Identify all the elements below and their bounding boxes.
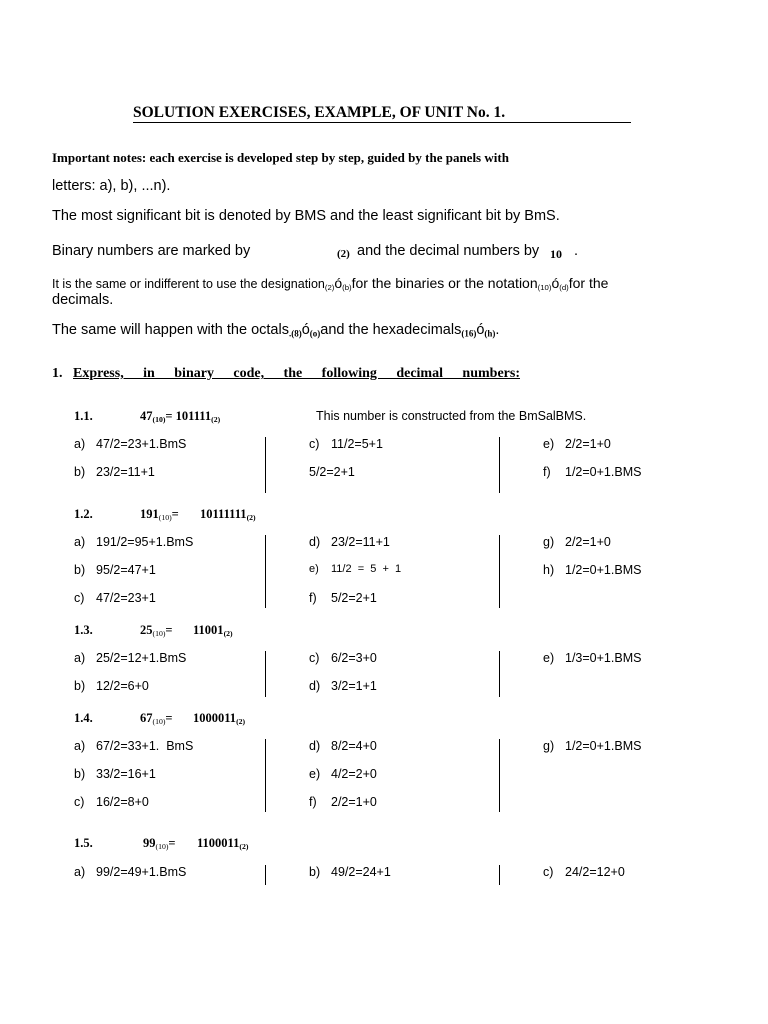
exercise-equation (140, 623, 173, 638)
step-item (309, 437, 383, 451)
binary-sub: (2) (211, 414, 221, 424)
step-text: 1/2=0+1.BMS (565, 563, 642, 577)
step-item (543, 651, 641, 665)
step-text: 47/2=23+1 (96, 591, 156, 605)
step-text: 25/2=12+1.BmS (96, 651, 187, 665)
step-item (309, 563, 401, 575)
decimal-sub: (10) (152, 628, 166, 638)
octals-end: . (495, 322, 500, 338)
exercise-number: 1.4. (74, 711, 93, 725)
step-letter: g) (543, 739, 555, 753)
section-heading: Express, in binary code, the following decimal numbers: (73, 366, 520, 381)
step-item (309, 651, 377, 665)
decimal-value: 191 (140, 507, 159, 521)
important-notes-line2: letters: a), b), ...n). (52, 178, 171, 194)
decimal-subscript: 10 (550, 247, 562, 261)
step-text: 8/2=4+0 (331, 739, 377, 753)
step-item (309, 679, 377, 693)
octals-part-a: The same will happen with the octals (52, 322, 289, 338)
step-text: 67/2=33+1. BmS (96, 739, 194, 753)
step-letter: c) (309, 651, 320, 665)
octals-sub-o: (o) (309, 328, 321, 339)
binary-result (200, 507, 256, 522)
column-divider (265, 739, 266, 812)
step-letter: f) (543, 465, 551, 479)
exercise-equation (140, 711, 173, 726)
octals-or-1: ó (301, 322, 310, 338)
step-text: 99/2=49+1.BmS (96, 865, 187, 879)
step-item (309, 591, 377, 605)
step-text: 12/2=6+0 (96, 679, 149, 693)
step-item (309, 465, 355, 479)
step-text: 24/2=12+0 (565, 865, 625, 879)
binary-value: 11001 (193, 623, 224, 637)
binary-value: 1000011 (193, 711, 237, 725)
decimal-value: 25 (140, 623, 153, 637)
binary-value: 1100011 (197, 836, 240, 850)
step-item (309, 795, 377, 809)
step-text: 2/2=1+0 (331, 795, 377, 809)
step-letter: a) (74, 651, 86, 665)
step-text: 3/2=1+1 (331, 679, 377, 693)
exercise-equation (143, 836, 176, 851)
step-text: 16/2=8+0 (96, 795, 149, 809)
binary-sub: (2) (239, 841, 249, 851)
step-item (309, 767, 377, 781)
step-text: 23/2=11+1 (96, 465, 155, 479)
designation-or-2: ó (551, 275, 560, 291)
designation-sub-d: (d) (559, 282, 569, 292)
column-divider (265, 535, 266, 608)
step-text: 5/2=2+1 (309, 465, 355, 479)
step-text: 1/2=0+1.BMS (565, 465, 642, 479)
step-item (543, 739, 641, 753)
octals-text (52, 322, 499, 339)
step-text: 49/2=24+1 (331, 865, 391, 879)
exercise-number: 1.1. (74, 409, 93, 423)
equals-sign: = (165, 623, 173, 637)
decimal-value: 99 (143, 836, 156, 850)
step-letter: c) (74, 795, 85, 809)
step-text: 191/2=95+1.BmS (96, 535, 194, 549)
step-letter: a) (74, 739, 86, 753)
binary-subscript: (2) (337, 248, 350, 260)
step-letter: a) (74, 437, 86, 451)
step-item (309, 739, 377, 753)
octals-sub-h: (h) (484, 328, 496, 339)
designation-or-1: ó (334, 275, 343, 291)
step-item (543, 563, 641, 577)
step-item (74, 465, 155, 479)
column-divider (265, 437, 266, 493)
step-text: 5/2=2+1 (331, 591, 377, 605)
step-letter: b) (74, 465, 86, 479)
step-item (74, 563, 156, 577)
step-letter: d) (309, 739, 321, 753)
exercise-note: This number is constructed from the BmSalBMS. (316, 409, 587, 423)
column-divider (499, 437, 500, 493)
column-divider (499, 865, 500, 885)
step-letter: e) (543, 437, 555, 451)
step-text: 1/2=0+1.BMS (565, 739, 642, 753)
column-divider (499, 651, 500, 697)
designation-part-a: It is the same or indifferent to use the designation (52, 277, 325, 291)
important-notes-line1: Important notes: each exercise is developed step by step, guided by the panels with (52, 150, 509, 165)
equals-sign: = (171, 507, 179, 521)
step-item (543, 535, 611, 549)
decimal-sub: (10) (158, 512, 172, 522)
decimal-value: 67 (140, 711, 153, 725)
step-text: 11/2=5+1 (331, 437, 383, 451)
step-item (309, 865, 391, 879)
step-item (74, 535, 193, 549)
binary-marked-text: Binary numbers are marked by (52, 243, 251, 259)
step-letter: e) (309, 767, 321, 781)
binary-result (197, 836, 248, 851)
step-letter: f) (309, 591, 317, 605)
step-letter: d) (309, 679, 321, 693)
octals-or-2: ó (476, 322, 485, 338)
designation-decimals: decimals. (52, 292, 114, 308)
step-letter: b) (309, 865, 321, 879)
step-letter: a) (74, 865, 86, 879)
binary-sub: (2) (246, 512, 256, 522)
step-letter: c) (309, 437, 320, 451)
exercise-equation (140, 507, 179, 522)
binary-value: 10111111 (200, 507, 247, 521)
step-text: 2/2=1+0 (565, 535, 611, 549)
step-item (74, 437, 186, 451)
binary-result (193, 711, 245, 726)
bms-definition: The most significant bit is denoted by BMS and the least significant bit by BmS. (52, 208, 560, 224)
octals-sub-8: .(8) (288, 328, 302, 339)
step-item (543, 865, 625, 879)
octals-part-b: and the hexadecimals (320, 322, 462, 338)
step-text: 2/2=1+0 (565, 437, 611, 451)
equals-sign: = (165, 711, 173, 725)
step-item (74, 739, 193, 753)
step-letter: a) (74, 535, 86, 549)
step-item (74, 651, 186, 665)
exercise-number: 1.3. (74, 623, 93, 637)
step-text: 11/2 = 5 + 1 (331, 563, 402, 575)
decimal-sub: (10) (152, 716, 166, 726)
column-divider (499, 739, 500, 812)
step-letter: b) (74, 767, 86, 781)
designation-sub-2: (2) (324, 282, 335, 292)
page-title: SOLUTION EXERCISES, EXAMPLE, OF UNIT No. 1. (133, 104, 506, 121)
binary-value: = 101111 (165, 409, 212, 423)
step-letter: f) (309, 795, 317, 809)
step-letter: g) (543, 535, 555, 549)
designation-part-b: for the binaries or the notation (351, 275, 538, 291)
step-text: 4/2=2+0 (331, 767, 377, 781)
binary-sub: (2) (236, 716, 246, 726)
section-number: 1. (52, 366, 63, 381)
step-item (74, 865, 186, 879)
step-item (543, 465, 641, 479)
decimal-sub: (10) (152, 414, 166, 424)
octals-sub-16: (16) (461, 328, 477, 339)
designation-sub-b: (b) (342, 282, 352, 292)
step-item (74, 795, 149, 809)
step-text: 95/2=47+1 (96, 563, 156, 577)
step-item (74, 767, 156, 781)
step-text: 6/2=3+0 (331, 651, 377, 665)
binary-result (193, 623, 233, 638)
equals-sign: = (168, 836, 176, 850)
column-divider (265, 865, 266, 885)
decimal-value: 47 (140, 409, 153, 423)
step-letter: e) (543, 651, 555, 665)
binary-marked-dot: . (574, 243, 579, 259)
exercise-number: 1.5. (74, 836, 93, 850)
designation-part-c: for the (568, 275, 609, 291)
step-item (74, 591, 156, 605)
title-underline (133, 122, 631, 123)
step-item (543, 437, 611, 451)
exercise-number: 1.2. (74, 507, 93, 521)
binary-sub: (2) (223, 628, 233, 638)
step-item (309, 535, 390, 549)
exercise-equation (140, 409, 220, 424)
step-item (74, 679, 149, 693)
designation-sub-10: (10) (537, 282, 552, 292)
decimal-sub: (10) (155, 841, 169, 851)
step-letter: h) (543, 563, 555, 577)
step-letter: c) (74, 591, 85, 605)
step-letter: b) (74, 563, 86, 577)
step-letter: c) (543, 865, 554, 879)
step-letter: e) (309, 563, 319, 575)
step-text: 23/2=11+1 (331, 535, 390, 549)
column-divider (265, 651, 266, 697)
step-text: 47/2=23+1.BmS (96, 437, 187, 451)
decimal-marked-text: and the decimal numbers by (357, 243, 540, 259)
column-divider (499, 535, 500, 608)
step-text: 1/3=0+1.BMS (565, 651, 642, 665)
designation-text (52, 275, 608, 292)
step-text: 33/2=16+1 (96, 767, 156, 781)
step-letter: d) (309, 535, 321, 549)
step-letter: b) (74, 679, 86, 693)
